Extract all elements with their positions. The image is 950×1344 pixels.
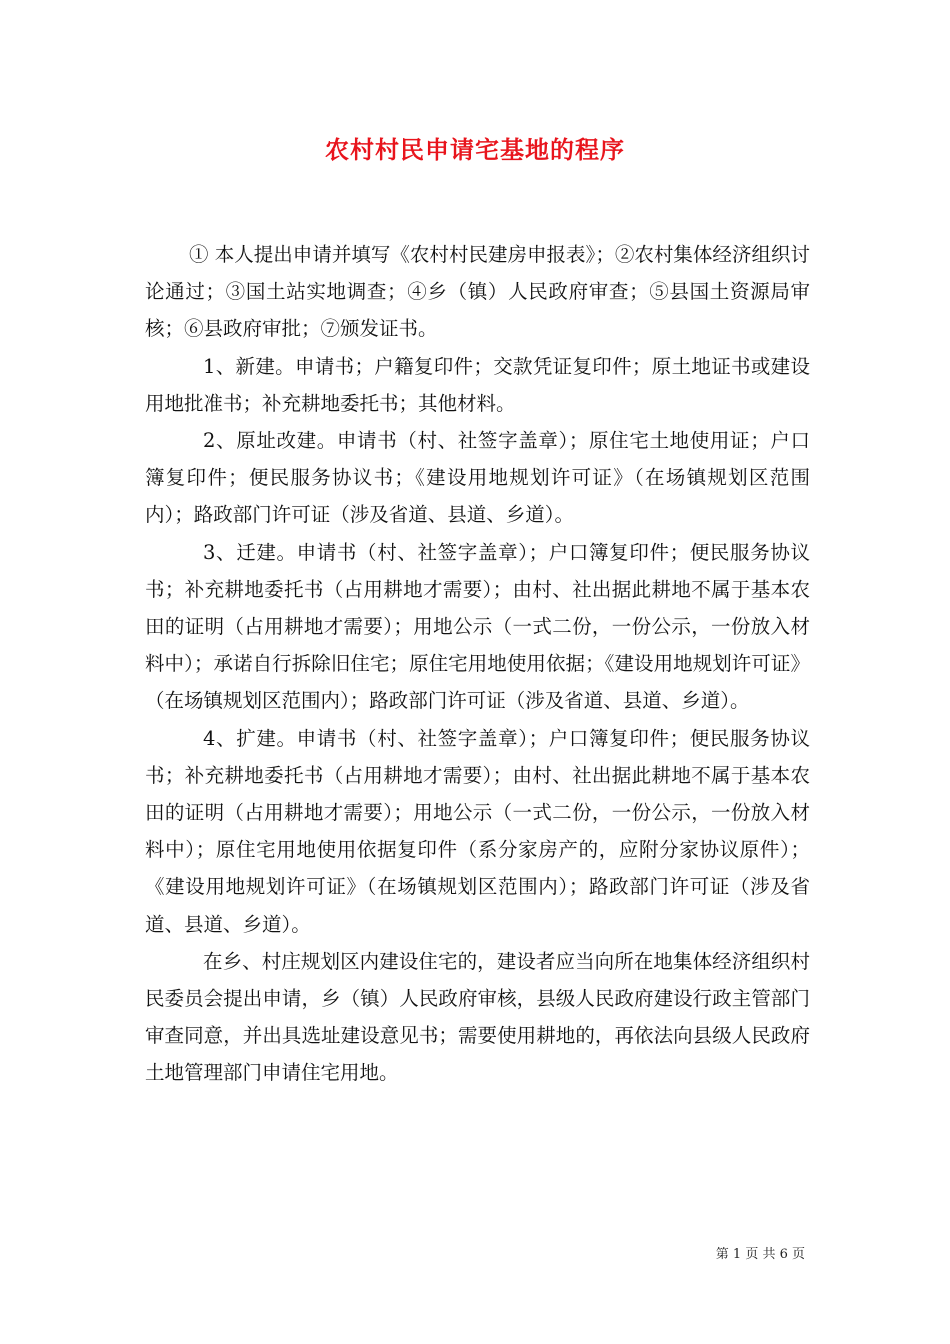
rebuild-paragraph: 2、原址改建。申请书（村、社签字盖章）；原住宅土地使用证；户口簿复印件；便民服务协议书；《建设用地规划许可证》（在场镇规划区范围内）；路政部门许可证（涉及省道、县道、乡道）。 [145, 429, 810, 527]
expansion-paragraph: 4、扩建。申请书（村、社签字盖章）；户口簿复印件；便民服务协议书；补充耕地委托书（占用耕地才需要）；由村、社出据此耕地不属于基本农田的证明（占用耕地才需要）；用地公示（一式二份，一份公示，一份放入材料中）；原住宅用地使用依据复印件（系分家房产的，应附分家协议原件）；《建设用地规划许可证》（在场镇规划区范围内）；路政部门许可证（涉及省道、县道、乡道）。 [145, 726, 810, 936]
relocation-paragraph: 3、迁建。申请书（村、社签字盖章）；户口簿复印件；便民服务协议书；补充耕地委托书（占用耕地才需要）；由村、社出据此耕地不属于基本农田的证明（占用耕地才需要）；用地公示（一式二份，一份公示，一份放入材料中）；承诺自行拆除旧住宅；原住宅用地使用依据；《建设用地规划许可证》（在场镇规划区范围内）；路政部门许可证（涉及省道、县道、乡道）。 [145, 540, 810, 713]
page-title: 农村村民申请宅基地的程序 [325, 135, 625, 164]
new-build-paragraph: 1、新建。申请书；户籍复印件；交款凭证复印件；原土地证书或建设用地批准书；补充耕地委托书；其他材料。 [145, 354, 810, 415]
planning-area-paragraph: 在乡、村庄规划区内建设住宅的，建设者应当向所在地集体经济组织村民委员会提出申请，乡（镇）人民政府审核，县级人民政府建设行政主管部门审查同意，并出具选址建设意见书；需要使用耕地的，再依法向县级人民政府土地管理部门申请住宅用地。 [145, 949, 810, 1085]
procedure-steps-paragraph: ① 本人提出申请并填写《农村村民建房申报表》；②农村集体经济组织讨论通过；③国土站实地调查；④乡（镇）人民政府审查；⑤县国土资源局审核；⑥县政府审批；⑦颁发证书。 [145, 243, 810, 341]
document-body [145, 236, 810, 1092]
page-number: 第 1 页 共 6 页 [715, 1247, 805, 1262]
